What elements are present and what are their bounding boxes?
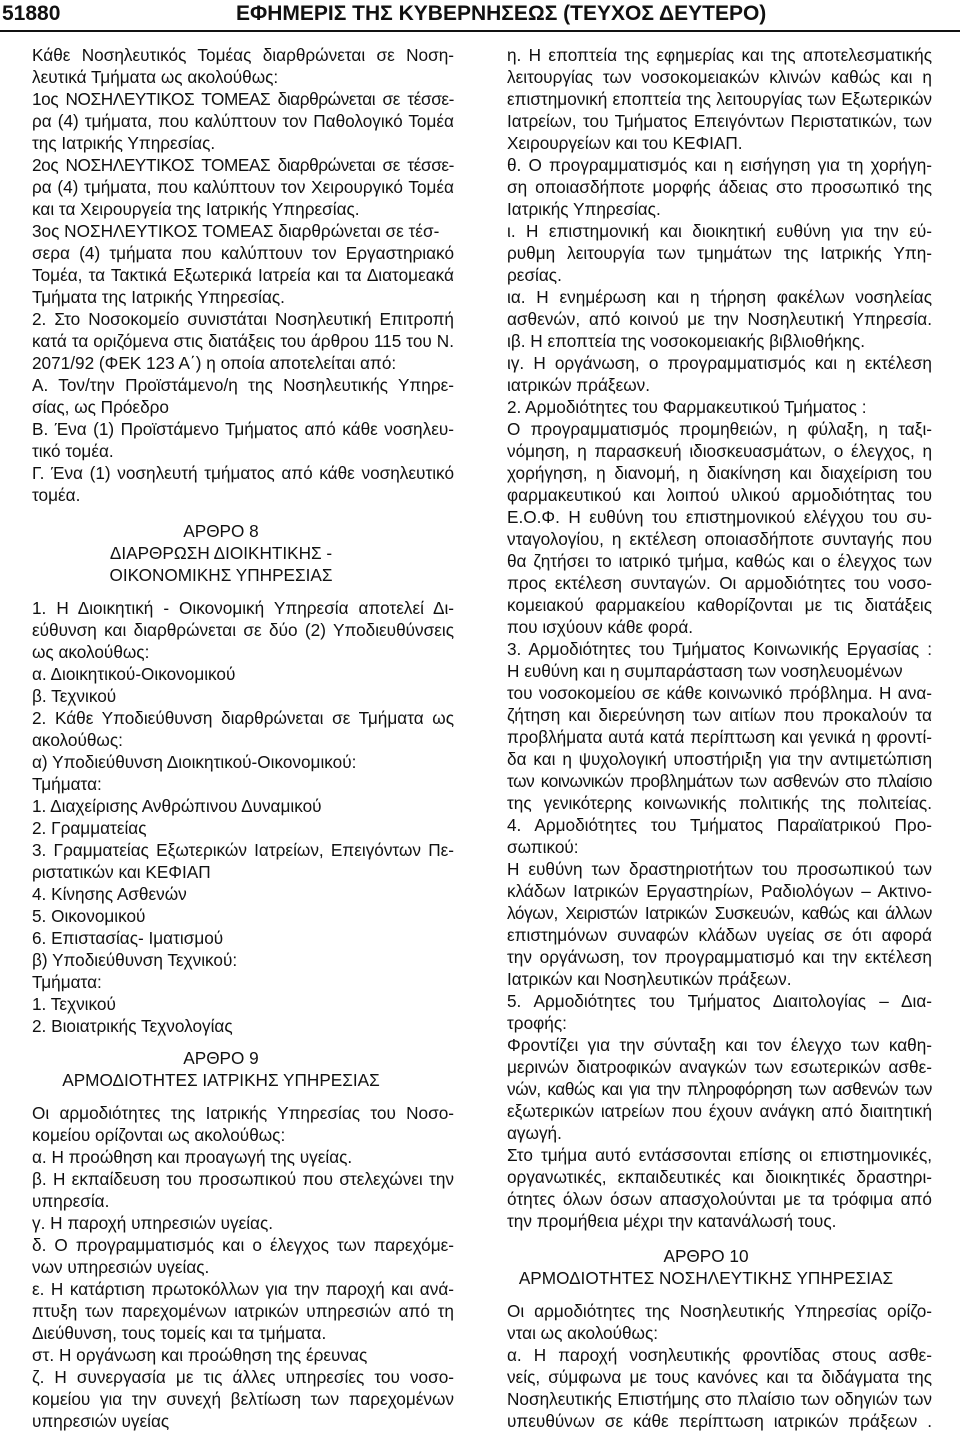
text-line: νόμηση, η παρασκευή ιδιοσκευασμάτων, ο έλεγχος, η [507, 441, 932, 461]
text-line: Ιατρείων, του Τμήματος Επειγόντων Περιστατικών, των [507, 111, 932, 131]
text-line: οργανωτικές, εκπαιδευτικές και διοικητικές δραστηρι‐ [507, 1167, 932, 1187]
text-line: νών, καθώς και για την πληροφόρηση των ασθενών των [507, 1079, 932, 1099]
text-line: τικό τομέα. [32, 441, 114, 461]
journal-title: ΕΦΗΜΕΡΙΣ ΤΗΣ ΚΥΒΕΡΝΗΣΕΩΣ (ΤΕΥΧΟΣ ΔΕΥΤΕΡΟ) [236, 2, 767, 25]
text-line: ιατρικών πράξεων. [507, 375, 651, 395]
section-heading-line: ΑΡΜΟΔΙΟΤΗΤΕΣ ΝΟΣΗΛΕΥΤΙΚΗΣ ΥΠΗΡΕΣΙΑΣ [518, 1268, 894, 1288]
text-line: 3. Γραμματείας Εξωτερικών Ιατρείων, Επειγόντων Πε‐ [32, 840, 454, 860]
page-header [0, 0, 960, 32]
text-line: τροφής: [507, 1013, 567, 1033]
text-line: επιστημονική εποπτεία της λειτουργίας των Εξωτερικών [507, 89, 932, 109]
text-line: αγωγή. [507, 1123, 562, 1143]
text-line: ρεσίας. [507, 265, 562, 285]
text-line: κατά τα οριζόμενα στις διατάξεις του άρθρου 115 του Ν. [32, 331, 454, 351]
text-line: εύθυνση και διαρθρώνεται σε δύο (2) Υποδιευθύνσεις [32, 620, 454, 640]
text-line: της Ιατρικής Υπηρεσίας. [32, 133, 216, 153]
text-line: ε. Η κατάρτιση πρωτοκόλλων για την παροχή και ανά‐ [32, 1279, 454, 1299]
text-line: ρα (4) τμήματα, που καλύπτουν τον Παθολογικό Τομέα [32, 111, 454, 131]
text-line: ρα (4) τμήματα, που καλύπτουν τον Χειρουργικό Τομέα [32, 177, 454, 197]
text-line: β) Υποδιεύθυνση Τεχνικού: [32, 950, 238, 970]
section-heading-line: ΑΡΘΡΟ 8 [183, 521, 259, 541]
header-rule [0, 30, 960, 32]
text-line: ριστατικών και ΚΕΦΙΑΠ [32, 862, 211, 882]
text-line: α. Η παροχή νοσηλευτικής φροντίδας στους ασθε‐ [507, 1345, 932, 1365]
text-line: 2071/92 (ΦΕΚ 123 Α΄) η οποία αποτελείται από: [32, 353, 397, 373]
text-line: κομείου ορίζονται ως ακολούθως: [32, 1125, 286, 1145]
text-line: Β. Ένα (1) Προϊστάμενο Τμήματος από κάθε νοσηλευ‐ [32, 419, 454, 439]
text-line: θα ζητήσει το ιατρικό τμήμα, καθώς και ο έλεγχος των [507, 551, 932, 571]
text-line: λευτικά Τμήματα ως ακολούθως: [32, 67, 279, 87]
text-line: των κοινωνικών προβλημάτων των ασθενών στο πλαίσιο [507, 771, 932, 791]
text-line: β. Τεχνικού [32, 686, 117, 706]
text-line: ιβ. Η εποπτεία της νοσοκομειακής βιβλιοθήκης. [507, 331, 865, 351]
text-line: νται ως ακολούθως: [507, 1323, 659, 1343]
section-heading-line: ΑΡΘΡΟ 10 [663, 1246, 749, 1266]
text-line: την οργάνωση, τον προγραμματισμό και την εκτέλεση [507, 947, 932, 967]
text-line: κλάδων Ιατρικών Εργαστηρίων, Ραδιολόγων – Ακτινο‐ [507, 881, 932, 901]
text-line: α) Υποδιεύθυνση Διοικητικού‐Οικονομικού: [32, 752, 357, 772]
text-line: 5. Οικονομικού [32, 906, 146, 926]
section-heading-line: ΑΡΜΟΔΙΟΤΗΤΕΣ ΙΑΤΡΙΚΗΣ ΥΠΗΡΕΣΙΑΣ [62, 1070, 380, 1090]
page-number: 51880 [2, 2, 61, 25]
text-line: γ. Η παροχή υπηρεσιών υγείας. [32, 1213, 274, 1233]
text-line: Οι αρμοδιότητες της Ιατρικής Υπηρεσίας του Νοσο‐ [32, 1103, 454, 1123]
text-line: δ. Ο προγραμματισμός και ο έλεγχος των παρεχόμε‐ [32, 1235, 454, 1255]
text-line: ακολούθως: [32, 730, 123, 750]
text-line: 2. Στο Νοσοκομείο συνιστάται Νοσηλευτική Επιτροπή [32, 309, 454, 329]
text-line: υπηρεσιών υγείας [32, 1411, 170, 1431]
text-line: τομέα. [32, 485, 81, 505]
text-line: υπευθύνων σε κάθε περίπτωση ιατρικών πράξεων . [507, 1411, 932, 1431]
text-line: 3ος ΝΟΣΗΛΕΥΤΙΚΟΣ ΤΟΜΕΑΣ διαρθρώνεται σε τέσ‐ [32, 221, 440, 241]
text-line: ασθενών, από κοινού με την Νοσηλευτική Υπηρεσία. [507, 309, 932, 329]
section-heading-line: ΔΙΑΡΘΡΩΣΗ ΔΙΟΙΚΗΤΙΚΗΣ ‐ [109, 543, 333, 563]
text-line: κομείου για την συνεχή βελτίωση των παρεχομένων [32, 1389, 454, 1409]
text-line: του νοσοκομείου σε κάθε κοινωνικό πρόβλημα. Η ανα‐ [507, 683, 932, 703]
text-line: Α. Τον/την Προϊστάμενο/η της Νοσηλευτικής Υπηρε‐ [32, 375, 454, 395]
text-line: της γενικότερης κοινωνικής πολιτικής της πολιτείας. [507, 793, 932, 813]
text-line: 3. Αρμοδιότητες του Τμήματος Κοινωνικής Εργασίας : [507, 639, 932, 659]
text-line: λόγων, Χειριστών Ιατρικών Συσκευών, καθώς και άλλων [507, 903, 932, 923]
text-line: σερα (4) τμήματα που καλύπτουν τον Εργαστηριακό [32, 243, 454, 263]
text-line: προς εκτέλεση συνταγών. Οι αρμοδιότητες του νοσο‐ [507, 573, 932, 593]
text-line: Η ευθύνη των δραστηριοτήτων του προσωπικού των [507, 859, 932, 879]
text-line: λειτουργίας των νοσοκομειακών κλινών καθώς και η [507, 67, 932, 87]
text-line: η. Η εποπτεία της εφημερίας και της αποτελεσματικής [507, 45, 932, 65]
text-line: νείς, σύμφωνα με τους κανόνες και τα διδάγματα της [507, 1367, 932, 1387]
text-line: 5. Αρμοδιότητες του Τμήματος Διαιτολογίας – Δια‐ [507, 991, 932, 1011]
text-line: ζ. Η συνεργασία με τις άλλες υπηρεσίες του νοσο‐ [32, 1367, 454, 1387]
text-line: Νοσηλευτικής Επιστήμης στο πλαίσιο των οδηγιών των [507, 1389, 932, 1409]
text-line: Τμήματα: [32, 972, 102, 992]
text-line: Κάθε Νοσηλευτικός Τομέας διαρθρώνεται σε Νοση‐ [32, 45, 454, 65]
text-line: ιγ. Η οργάνωση, ο προγραμματισμός και η εκτέλεση [507, 353, 932, 373]
text-line: ότητες όλων όσων απασχολούνται με τα τρόφιμα από [507, 1189, 932, 1209]
text-line: 2. Κάθε Υποδιεύθυνση διαρθρώνεται σε Τμήματα ως [32, 708, 454, 728]
text-line: Τμήματα: [32, 774, 102, 794]
text-line: ια. Η ενημέρωση και η τήρηση φακέλων νοσηλείας [507, 287, 932, 307]
text-line: εξωτερικών ιατρείων που έχουν ανάγκη από διαιτητική [507, 1101, 932, 1121]
text-line: νταγολογίου, η εκτέλεση οποιασδήποτε συνταγής που [507, 529, 932, 549]
text-line: 4. Κίνησης Ασθενών [32, 884, 187, 904]
text-line: επιστημόνων συναφών κλάδων υγείας σε ότι αφορά [507, 925, 932, 945]
text-line: ρυθμη λειτουργία των τμημάτων της Ιατρικής Υπη‐ [507, 243, 932, 263]
text-line: στ. Η οργάνωση και προώθηση της έρευνας [32, 1345, 368, 1365]
text-line: Στο τμήμα αυτό εντάσσονται επίσης οι επιστημονικές, [507, 1145, 932, 1165]
text-line: Χειρουργείων και του ΚΕΦΙΑΠ. [507, 133, 743, 153]
text-line: Ιατρικών και Νοσηλευτικών πράξεων. [507, 969, 792, 989]
text-line: σίας, ως Πρόεδρο [32, 397, 169, 417]
text-line: κομειακού φαρμακείου καθορίζονται με τις διατάξεις [507, 595, 932, 615]
text-line: Φροντίζει για την σύνταξη και τον έλεγχο των καθη‐ [507, 1035, 932, 1055]
text-line: β. Η εκπαίδευση του προσωπικού που στελεχώνει την [32, 1169, 454, 1189]
text-line: ως ακολούθως: [32, 642, 150, 662]
text-line: 2. Αρμοδιότητες του Φαρμακευτικού Τμήματος : [507, 397, 867, 417]
text-line: 6. Επιστασίας‐ Ιματισμού [32, 928, 224, 948]
text-line: α. Διοικητικού‐Οικονομικού [32, 664, 236, 684]
section-heading-line: ΟΙΚΟΝΟΜΙΚΗΣ ΥΠΗΡΕΣΙΑΣ [109, 565, 333, 585]
text-line: μερινών διατροφικών αναγκών των εσωτερικών ασθε‐ [507, 1057, 932, 1077]
text-line: α. Η προώθηση και προαγωγή της υγείας. [32, 1147, 353, 1167]
text-line: την προμήθεια μέχρι την κατανάλωσή τους. [507, 1211, 837, 1231]
text-line: θ. Ο προγραμματισμός και η εισήγηση για τη χορήγη‐ [507, 155, 932, 175]
text-line: που ισχύουν κάθε φορά. [507, 617, 694, 637]
text-line: προβλήματα αυτά κατά περίπτωση και γενικά η φροντί‐ [507, 727, 932, 747]
text-line: πτυξη των παρεχομένων ιατρικών υπηρεσιών από τη [32, 1301, 454, 1321]
text-line: Ε.Ο.Φ. Η ευθύνη του επιστημονικού ελέγχου του συ‐ [507, 507, 932, 527]
text-line: Τομέα, τα Τακτικά Εξωτερικά Ιατρεία και τα Διατομεακά [32, 265, 454, 285]
text-line: 1ος ΝΟΣΗΛΕΥΤΙΚΟΣ ΤΟΜΕΑΣ διαρθρώνεται σε τέσσε‐ [32, 89, 454, 109]
text-line: Ιατρικής Υπηρεσίας. [507, 199, 661, 219]
text-line: Διεύθυνση, τους τομείς και τα τμήματα. [32, 1323, 327, 1343]
text-line: 1. Διαχείρισης Ανθρώπινου Δυναμικού [32, 796, 322, 816]
text-line: Οι αρμοδιότητες της Νοσηλευτικής Υπηρεσίας ορίζο‐ [507, 1301, 932, 1321]
section-heading-line: ΑΡΘΡΟ 9 [183, 1048, 259, 1068]
text-line: δα και η ψυχολογική υποστήριξη για την αντιμετώπιση [507, 749, 932, 769]
text-line: ση οποιασδήποτε μορφής άδειας στο προσωπικό της [507, 177, 932, 197]
text-line: ι. Η επιστημονική και διοικητική ευθύνη για την εύ‐ [507, 221, 932, 241]
text-line: Τμήματα της Ιατρικής Υπηρεσίας. [32, 287, 285, 307]
text-line: υπηρεσία. [32, 1191, 110, 1211]
text-line: Γ. Ένα (1) νοσηλευτή τμήματος από κάθε νοσηλευτικό [32, 463, 454, 483]
text-line: ζήτηση και διερεύνηση των αιτίων που προκαλούν τα [507, 705, 932, 725]
text-line: Ο προγραμματισμός προμηθειών, η φύλαξη, η ταξι‐ [507, 419, 932, 439]
text-line: 2ος ΝΟΣΗΛΕΥΤΙΚΟΣ ΤΟΜΕΑΣ διαρθρώνεται σε τέσσε‐ [32, 155, 454, 175]
text-line: 4. Αρμοδιότητες του Τμήματος Παραϊατρικού Προ‐ [507, 815, 932, 835]
text-line: και τα Χειρουργεία της Ιατρικής Υπηρεσίας. [32, 199, 360, 219]
text-line: φαρμακευτικού και λοιπού υλικού αρμοδιότητας του [507, 485, 932, 505]
text-line: 1. Η Διοικητική ‐ Οικονομική Υπηρεσία αποτελεί Δι‐ [32, 598, 454, 618]
text-line: 1. Τεχνικού [32, 994, 116, 1014]
text-line: νων υπηρεσιών υγείας. [32, 1257, 210, 1277]
text-line: 2. Βιοιατρικής Τεχνολογίας [32, 1016, 233, 1036]
text-line: Η ευθύνη και η συμπαράσταση των νοσηλευομένων [507, 661, 903, 681]
text-line: σωπικού: [507, 837, 579, 857]
text-line: χορήγηση, η διανομή, η διακίνηση και διαχείριση του [507, 463, 932, 483]
text-line: 2. Γραμματείας [32, 818, 147, 838]
